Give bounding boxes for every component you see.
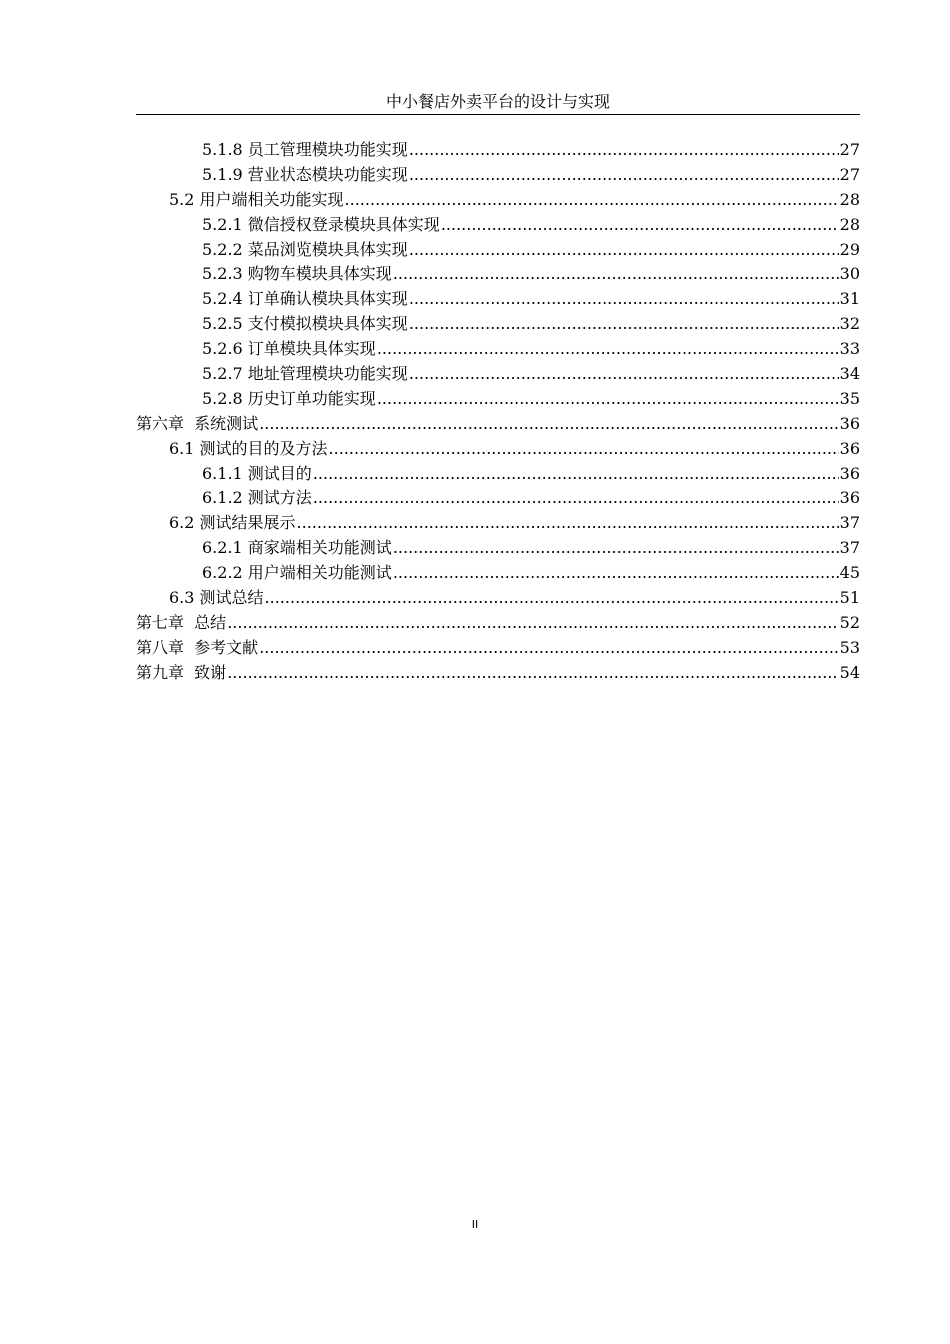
toc-entry-5-2[interactable] [136,188,860,213]
toc-leader-dots [393,536,839,561]
toc-entry-5-2-8[interactable] [136,387,860,412]
toc-leader-dots [409,362,839,387]
toc-entry-label: 5.2.6 订单模块具体实现 [202,339,376,359]
toc-leader-dots [259,636,838,661]
toc-leader-dots [313,462,839,487]
toc-entry-label: 5.1.8 员工管理模块功能实现 [202,140,408,159]
toc-entry-label: 6.2.2 用户端相关功能测试 [202,563,392,583]
toc-entry-page: 35 [839,388,860,408]
toc-entry-5-1-9[interactable] [136,163,860,188]
toc-entry-label: 第八章 参考文献 [136,637,259,657]
toc-entry-label: 5.2.7 地址管理模块功能实现 [202,364,408,384]
toc-entry-label: 5.1.9 营业状态模块功能实现 [202,164,408,184]
toc-entry-page: 29 [839,239,860,259]
toc-leader-dots [409,163,839,188]
toc-entry-page: 37 [839,538,860,558]
toc-entry-page: 36 [839,413,860,433]
toc-entry-5-2-7[interactable] [136,362,860,387]
toc-entry-6-2-1[interactable] [136,536,860,561]
toc-entry-page: 27 [839,164,860,184]
toc-leader-dots [297,511,839,536]
toc-entry-label: 5.2.1 微信授权登录模块具体实现 [202,214,440,234]
toc-entry-label: 5.2.8 历史订单功能实现 [202,388,376,408]
toc-leader-dots [409,312,839,337]
toc-entry-label: 5.2.5 支付模拟模块具体实现 [202,314,408,334]
toc-leader-dots [441,213,839,238]
toc-entry-page: 36 [839,438,860,458]
toc-entry-label: 6.2.1 商家端相关功能测试 [202,538,392,558]
table-of-contents [136,138,860,686]
toc-entry-5-2-1[interactable] [136,213,860,238]
toc-entry-label: 第六章 系统测试 [136,413,259,433]
toc-entry-chapter-9[interactable] [136,661,860,686]
toc-entry-6-1-1[interactable] [136,462,860,487]
toc-entry-label: 6.2 测试结果展示 [169,513,296,533]
toc-entry-page: 30 [839,264,860,284]
toc-leader-dots [393,561,839,586]
toc-entry-6-2[interactable] [136,511,860,536]
toc-leader-dots [377,337,839,362]
toc-leader-dots [393,262,839,287]
toc-entry-page: 36 [839,463,860,483]
toc-entry-page: 52 [839,612,860,632]
toc-entry-label: 第九章 致谢 [136,662,227,682]
toc-entry-6-1[interactable] [136,437,860,462]
toc-leader-dots [227,661,838,686]
toc-entry-6-1-2[interactable] [136,486,860,511]
toc-leader-dots [227,611,838,636]
toc-leader-dots [409,138,839,163]
toc-entry-label: 第七章 总结 [136,612,227,632]
toc-leader-dots [377,387,839,412]
toc-entry-page: 33 [839,339,860,359]
toc-entry-page: 32 [839,314,860,334]
toc-entry-label: 5.2.4 订单确认模块具体实现 [202,289,408,309]
toc-leader-dots [313,486,839,511]
toc-entry-page: 28 [839,214,860,234]
toc-entry-page: 45 [839,563,860,583]
toc-leader-dots [259,412,838,437]
toc-entry-page: 27 [839,140,860,159]
toc-entry-page: 37 [839,513,860,533]
toc-entry-page: 53 [839,637,860,657]
page-header-title: 中小餐店外卖平台的设计与实现 [385,92,610,111]
toc-entry-label: 5.2 用户端相关功能实现 [169,189,344,209]
toc-entry-label: 5.2.3 购物车模块具体实现 [202,264,392,284]
toc-entry-page: 31 [839,289,860,309]
toc-entry-5-2-2[interactable] [136,238,860,263]
toc-entry-label: 6.1 测试的目的及方法 [169,438,328,458]
toc-entry-6-2-2[interactable] [136,561,860,586]
toc-entry-5-2-3[interactable] [136,262,860,287]
toc-entry-5-2-6[interactable] [136,337,860,362]
toc-entry-5-2-5[interactable] [136,312,860,337]
toc-entry-chapter-7[interactable] [136,611,860,636]
toc-leader-dots [409,238,839,263]
toc-leader-dots [329,437,839,462]
toc-leader-dots [409,287,839,312]
toc-entry-5-2-4[interactable] [136,287,860,312]
toc-entry-label: 6.1.1 测试目的 [202,463,312,483]
header-rule [136,114,860,115]
toc-entry-6-3[interactable] [136,586,860,611]
toc-entry-label: 5.2.2 菜品浏览模块具体实现 [202,239,408,259]
toc-entry-5-1-8[interactable] [136,138,860,163]
toc-entry-page: 28 [839,189,860,209]
toc-leader-dots [265,586,839,611]
toc-entry-label: 6.3 测试总结 [169,588,264,608]
toc-entry-label: 6.1.2 测试方法 [202,488,312,508]
page-number: II [471,1218,479,1231]
toc-entry-page: 51 [839,588,860,608]
toc-entry-page: 36 [839,488,860,508]
toc-entry-page: 54 [839,662,860,682]
toc-entry-chapter-6[interactable] [136,412,860,437]
toc-entry-page: 34 [839,364,860,384]
toc-entry-chapter-8[interactable] [136,636,860,661]
toc-leader-dots [345,188,839,213]
